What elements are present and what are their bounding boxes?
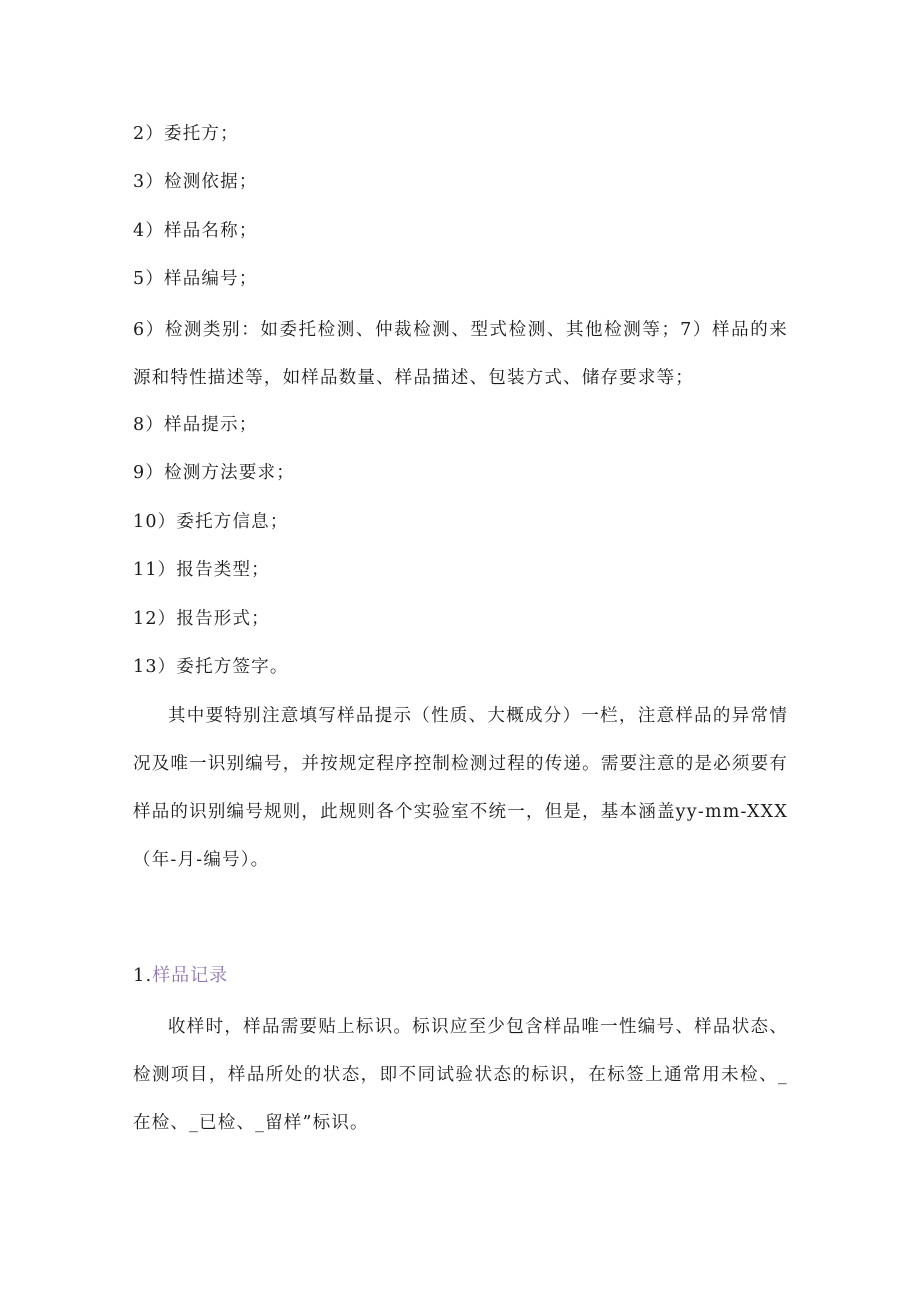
list-item-8: 8）样品提示； [133,415,258,435]
section-heading [133,964,228,988]
paragraph-note: 其中要特别注意填写样品提示（性质、大概成分）一栏，注意样品的异常情况及唯一识别编号，并按规定程序控制检测过程的传递。需要注意的是必须要有样品的识别编号规则，此规则各个实验室不统一，但是，基本涵盖yy-mm-XXX（年-月-编号）。 [133,706,788,870]
section-heading-title: 样品记录 [152,965,229,986]
list-item-3: 3）检测依据； [133,172,258,192]
list-item-11: 11）报告类型； [133,560,270,580]
list-item-4: 4）样品名称； [133,221,258,241]
list-item-6-7: 6）检测类别：如委托检测、仲裁检测、型式检测、其他检测等；7）样品的来源和特性描述等，如样品数量、样品描述、包装方式、储存要求等； [133,320,788,388]
section-heading-number: 1. [133,965,153,986]
list-item-10: 10）委托方信息； [133,512,289,532]
list-item-2: 2）委托方； [133,124,239,144]
list-item-12: 12）报告形式； [133,609,270,629]
paragraph-record: 收样时，样品需要贴上标识。标识应至少包含样品唯一性编号、样品状态、检测项目，样品所处的状态，即不同试验状态的标识，在标签上通常用未检、_在检、_已检、_留样”标识。 [133,1017,788,1133]
list-item-13: 13）委托方签字。 [133,657,289,677]
list-item-9: 9）检测方法要求； [133,463,295,483]
list-item-5: 5）样品编号； [133,269,258,289]
